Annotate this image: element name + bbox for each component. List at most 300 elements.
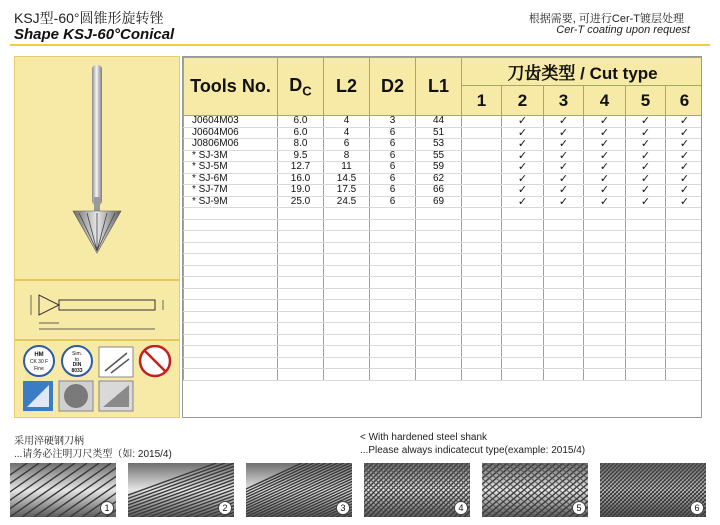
col-header-tools-no: Tools No. [184, 58, 278, 116]
empty-cell [584, 300, 626, 312]
l2-cell: 14.5 [324, 173, 370, 185]
l1-cell: 59 [416, 162, 462, 174]
cut-type-samples [10, 463, 710, 519]
d2-cell: 6 [370, 196, 416, 208]
empty-cell [370, 254, 416, 266]
empty-cell [666, 346, 703, 358]
title-cn: KSJ型-60°圆锥形旋转锉 [14, 10, 164, 26]
empty-cell [544, 369, 584, 381]
empty-cell [666, 311, 703, 323]
empty-cell [184, 231, 278, 243]
coating-note-cn: 根据需要, 可进行Cer-T镀层处理 [528, 13, 684, 25]
empty-cell [324, 334, 370, 346]
empty-cell [626, 357, 666, 369]
svg-text:8033: 8033 [71, 368, 83, 374]
cut-3-availability: ✓ [544, 196, 584, 208]
cut-2-availability: ✓ [502, 173, 544, 185]
empty-cell [544, 231, 584, 243]
empty-cell [324, 265, 370, 277]
empty-cell [324, 277, 370, 289]
empty-cell [666, 288, 703, 300]
cut-5-availability: ✓ [626, 116, 666, 128]
empty-cell [626, 277, 666, 289]
empty-cell [666, 277, 703, 289]
cut-2-availability: ✓ [502, 127, 544, 139]
empty-table-row [184, 300, 703, 312]
cut-sample-1 [10, 463, 116, 517]
cut-3-availability: ✓ [544, 173, 584, 185]
empty-cell [462, 369, 502, 381]
empty-cell [370, 357, 416, 369]
cut-2-availability: ✓ [502, 139, 544, 151]
empty-cell [502, 208, 544, 220]
cut-4-availability: ✓ [584, 116, 626, 128]
empty-cell [370, 265, 416, 277]
empty-cell [666, 219, 703, 231]
empty-cell [462, 265, 502, 277]
cut-1-availability [462, 162, 502, 174]
empty-cell [416, 346, 462, 358]
note-cut-type-cn: ...请务必注明刀尺类型（如: 2015/4) [14, 449, 172, 460]
col-header-cut-type: 刀齿类型 / Cut type [462, 58, 703, 86]
empty-cell [502, 288, 544, 300]
svg-text:CK 30 F: CK 30 F [29, 359, 49, 365]
empty-cell [584, 357, 626, 369]
empty-cell [184, 300, 278, 312]
cut-sample-number: 3 [336, 501, 350, 515]
empty-cell [666, 265, 703, 277]
empty-cell [502, 369, 544, 381]
empty-cell [416, 208, 462, 220]
empty-cell [584, 254, 626, 266]
tool-number-cell: * SJ-7M [184, 185, 278, 197]
note-cut-type-en: ...Please always indicatecut type(example: 2015/4) [360, 445, 586, 456]
cut-4-availability: ✓ [584, 127, 626, 139]
cut-3-availability: ✓ [544, 127, 584, 139]
cut-3-availability: ✓ [544, 116, 584, 128]
empty-cell [626, 231, 666, 243]
cut-4-availability: ✓ [584, 185, 626, 197]
cut-sample-6 [600, 463, 706, 517]
dc-subscript: C [302, 83, 312, 99]
cut-5-availability: ✓ [626, 127, 666, 139]
cut-6-availability: ✓ [666, 127, 703, 139]
empty-cell [462, 311, 502, 323]
empty-table-row [184, 219, 703, 231]
empty-cell [626, 254, 666, 266]
empty-cell [544, 346, 584, 358]
empty-cell [416, 300, 462, 312]
cut-6-availability: ✓ [666, 162, 703, 174]
empty-cell [502, 254, 544, 266]
cut-sample-3 [246, 463, 352, 517]
tool-number-cell: * SJ-9M [184, 196, 278, 208]
empty-cell [666, 231, 703, 243]
l2-cell: 6 [324, 139, 370, 151]
empty-cell [462, 219, 502, 231]
cut-1-availability [462, 150, 502, 162]
empty-cell [626, 265, 666, 277]
table-row [184, 127, 703, 139]
cut-6-availability: ✓ [666, 150, 703, 162]
empty-cell [416, 334, 462, 346]
empty-cell [626, 369, 666, 381]
l2-cell: 24.5 [324, 196, 370, 208]
empty-cell [666, 357, 703, 369]
empty-cell [502, 357, 544, 369]
empty-cell [462, 300, 502, 312]
svg-text:DIN: DIN [72, 362, 82, 368]
cut-3-availability: ✓ [544, 185, 584, 197]
cut-1-availability [462, 116, 502, 128]
dc-cell: 25.0 [278, 196, 324, 208]
empty-cell [278, 219, 324, 231]
empty-cell [416, 231, 462, 243]
table-row [184, 139, 703, 151]
empty-table-row [184, 277, 703, 289]
empty-cell [278, 288, 324, 300]
spec-table [183, 57, 702, 381]
empty-table-row [184, 323, 703, 335]
empty-cell [370, 311, 416, 323]
empty-cell [324, 300, 370, 312]
empty-table-row [184, 254, 703, 266]
empty-cell [462, 346, 502, 358]
empty-cell [416, 357, 462, 369]
empty-cell [324, 219, 370, 231]
table-row [184, 196, 703, 208]
cut-3-availability: ✓ [544, 162, 584, 174]
l2-cell: 11 [324, 162, 370, 174]
empty-cell [502, 265, 544, 277]
empty-cell [416, 242, 462, 254]
cut-1-availability [462, 173, 502, 185]
empty-cell [324, 311, 370, 323]
empty-cell [184, 277, 278, 289]
l2-cell: 4 [324, 116, 370, 128]
col-header-cut-2: 2 [502, 86, 544, 116]
empty-cell [544, 300, 584, 312]
l1-cell: 51 [416, 127, 462, 139]
empty-cell [584, 346, 626, 358]
empty-cell [584, 288, 626, 300]
cut-1-availability [462, 185, 502, 197]
empty-cell [666, 369, 703, 381]
cut-5-availability: ✓ [626, 150, 666, 162]
cut-5-availability: ✓ [626, 173, 666, 185]
cut-4-availability: ✓ [584, 196, 626, 208]
empty-cell [324, 288, 370, 300]
dc-label: D [289, 74, 303, 95]
dc-cell: 12.7 [278, 162, 324, 174]
empty-cell [278, 311, 324, 323]
empty-cell [584, 369, 626, 381]
empty-cell [544, 208, 584, 220]
empty-table-row [184, 357, 703, 369]
empty-cell [502, 242, 544, 254]
cut-6-availability: ✓ [666, 173, 703, 185]
empty-cell [278, 231, 324, 243]
d2-cell: 6 [370, 127, 416, 139]
empty-cell [370, 369, 416, 381]
empty-cell [502, 300, 544, 312]
empty-cell [324, 323, 370, 335]
empty-cell [666, 300, 703, 312]
cut-3-availability: ✓ [544, 150, 584, 162]
empty-cell [502, 219, 544, 231]
empty-table-row [184, 265, 703, 277]
empty-cell [626, 242, 666, 254]
empty-cell [370, 277, 416, 289]
empty-cell [416, 323, 462, 335]
cut-1-availability [462, 127, 502, 139]
empty-cell [370, 323, 416, 335]
empty-cell [626, 311, 666, 323]
cut-2-availability: ✓ [502, 150, 544, 162]
empty-cell [184, 288, 278, 300]
tool-number-cell: J0604M06 [184, 127, 278, 139]
empty-cell [666, 208, 703, 220]
empty-cell [502, 311, 544, 323]
cut-2-availability: ✓ [502, 185, 544, 197]
empty-table-row [184, 288, 703, 300]
empty-cell [416, 254, 462, 266]
empty-cell [584, 323, 626, 335]
empty-cell [370, 288, 416, 300]
cut-6-availability: ✓ [666, 196, 703, 208]
empty-cell [370, 334, 416, 346]
col-header-cut-4: 4 [584, 86, 626, 116]
empty-cell [370, 219, 416, 231]
col-header-cut-1: 1 [462, 86, 502, 116]
l1-cell: 53 [416, 139, 462, 151]
l1-cell: 55 [416, 150, 462, 162]
cut-sample-number: 1 [100, 501, 114, 515]
empty-cell [370, 231, 416, 243]
tool-number-cell: * SJ-6M [184, 173, 278, 185]
empty-cell [626, 346, 666, 358]
empty-cell [370, 208, 416, 220]
empty-cell [416, 311, 462, 323]
col-header-l1: L1 [416, 58, 462, 116]
empty-cell [666, 334, 703, 346]
empty-cell [324, 346, 370, 358]
note-shank-en: < With hardened steel shank [360, 432, 488, 443]
empty-cell [584, 242, 626, 254]
empty-cell [278, 242, 324, 254]
table-row [184, 162, 703, 174]
empty-cell [324, 231, 370, 243]
cut-5-availability: ✓ [626, 196, 666, 208]
col-header-cut-5: 5 [626, 86, 666, 116]
empty-cell [462, 208, 502, 220]
d2-cell: 6 [370, 162, 416, 174]
empty-cell [666, 323, 703, 335]
table-row [184, 116, 703, 128]
table-row [184, 150, 703, 162]
empty-cell [584, 208, 626, 220]
empty-cell [278, 254, 324, 266]
l2-cell: 17.5 [324, 185, 370, 197]
empty-cell [184, 357, 278, 369]
cut-sample-number: 6 [690, 501, 704, 515]
empty-cell [184, 323, 278, 335]
empty-cell [184, 265, 278, 277]
empty-cell [502, 277, 544, 289]
empty-cell [462, 288, 502, 300]
empty-cell [626, 300, 666, 312]
empty-cell [502, 334, 544, 346]
l1-cell: 69 [416, 196, 462, 208]
l1-cell: 44 [416, 116, 462, 128]
empty-cell [278, 277, 324, 289]
empty-cell [626, 208, 666, 220]
note-shank-cn: 采用淬硬钢刀柄 [14, 436, 84, 447]
cut-5-availability: ✓ [626, 139, 666, 151]
empty-cell [584, 219, 626, 231]
cut-5-availability: ✓ [626, 185, 666, 197]
empty-cell [416, 265, 462, 277]
empty-cell [370, 300, 416, 312]
cut-sample-number: 2 [218, 501, 232, 515]
empty-cell [544, 357, 584, 369]
empty-table-row [184, 369, 703, 381]
cut-sample-number: 4 [454, 501, 468, 515]
empty-cell [584, 334, 626, 346]
empty-table-row [184, 334, 703, 346]
empty-table-row [184, 242, 703, 254]
l2-cell: 8 [324, 150, 370, 162]
panel-divider [15, 339, 179, 341]
empty-cell [416, 277, 462, 289]
col-header-d2: D2 [370, 58, 416, 116]
empty-cell [462, 242, 502, 254]
empty-cell [184, 242, 278, 254]
tool-number-cell: J0806M06 [184, 139, 278, 151]
empty-cell [666, 254, 703, 266]
empty-cell [544, 265, 584, 277]
empty-cell [544, 323, 584, 335]
empty-cell [278, 346, 324, 358]
empty-cell [626, 288, 666, 300]
tool-number-cell: J0604M03 [184, 116, 278, 128]
empty-cell [544, 334, 584, 346]
empty-cell [324, 242, 370, 254]
title-en: Shape KSJ-60°Conical [14, 26, 175, 43]
coating-note-en: Cer-T coating upon request [556, 24, 690, 36]
empty-cell [584, 231, 626, 243]
empty-cell [544, 288, 584, 300]
cut-6-availability: ✓ [666, 185, 703, 197]
cut-4-availability: ✓ [584, 139, 626, 151]
empty-cell [462, 231, 502, 243]
cut-4-availability: ✓ [584, 173, 626, 185]
empty-cell [462, 254, 502, 266]
svg-text:Sim.: Sim. [72, 351, 82, 357]
empty-cell [502, 323, 544, 335]
empty-cell [544, 254, 584, 266]
spec-table-wrapper [182, 56, 702, 418]
empty-cell [278, 323, 324, 335]
empty-cell [666, 242, 703, 254]
l1-cell: 62 [416, 173, 462, 185]
cut-6-availability: ✓ [666, 116, 703, 128]
dc-cell: 9.5 [278, 150, 324, 162]
empty-cell [544, 311, 584, 323]
empty-cell [416, 369, 462, 381]
d2-cell: 6 [370, 150, 416, 162]
empty-cell [502, 231, 544, 243]
cut-sample-5 [482, 463, 588, 517]
empty-cell [462, 334, 502, 346]
cut-sample-4 [364, 463, 470, 517]
cut-2-availability: ✓ [502, 196, 544, 208]
empty-cell [324, 369, 370, 381]
dc-cell: 6.0 [278, 127, 324, 139]
empty-cell [184, 219, 278, 231]
empty-cell [324, 357, 370, 369]
d2-cell: 3 [370, 116, 416, 128]
empty-cell [370, 242, 416, 254]
empty-table-row [184, 231, 703, 243]
empty-cell [462, 323, 502, 335]
tool-number-cell: * SJ-3M [184, 150, 278, 162]
cut-4-availability: ✓ [584, 162, 626, 174]
empty-table-row [184, 208, 703, 220]
cut-5-availability: ✓ [626, 162, 666, 174]
burr-tool-image [15, 57, 179, 277]
col-header-l2: L2 [324, 58, 370, 116]
l1-cell: 66 [416, 185, 462, 197]
empty-cell [184, 311, 278, 323]
header-divider [10, 44, 710, 46]
cut-3-availability: ✓ [544, 139, 584, 151]
empty-cell [184, 208, 278, 220]
col-header-cut-6: 6 [666, 86, 703, 116]
cut-sample-number: 5 [572, 501, 586, 515]
empty-cell [626, 219, 666, 231]
empty-table-row [184, 346, 703, 358]
spec-icons [19, 345, 177, 415]
empty-cell [584, 311, 626, 323]
empty-cell [184, 369, 278, 381]
empty-cell [278, 265, 324, 277]
col-header-cut-3: 3 [544, 86, 584, 116]
empty-cell [184, 254, 278, 266]
empty-cell [416, 288, 462, 300]
empty-cell [544, 242, 584, 254]
empty-cell [544, 219, 584, 231]
empty-cell [278, 300, 324, 312]
cut-1-availability [462, 139, 502, 151]
cut-2-availability: ✓ [502, 116, 544, 128]
tool-number-cell: * SJ-5M [184, 162, 278, 174]
empty-cell [584, 265, 626, 277]
empty-cell [370, 346, 416, 358]
empty-table-row [184, 311, 703, 323]
cut-1-availability [462, 196, 502, 208]
svg-text:Fine: Fine [34, 366, 44, 372]
table-row [184, 173, 703, 185]
empty-cell [416, 219, 462, 231]
cut-6-availability: ✓ [666, 139, 703, 151]
empty-cell [278, 369, 324, 381]
table-row [184, 185, 703, 197]
empty-cell [462, 277, 502, 289]
l2-cell: 4 [324, 127, 370, 139]
svg-text:to: to [74, 357, 80, 363]
empty-cell [502, 346, 544, 358]
